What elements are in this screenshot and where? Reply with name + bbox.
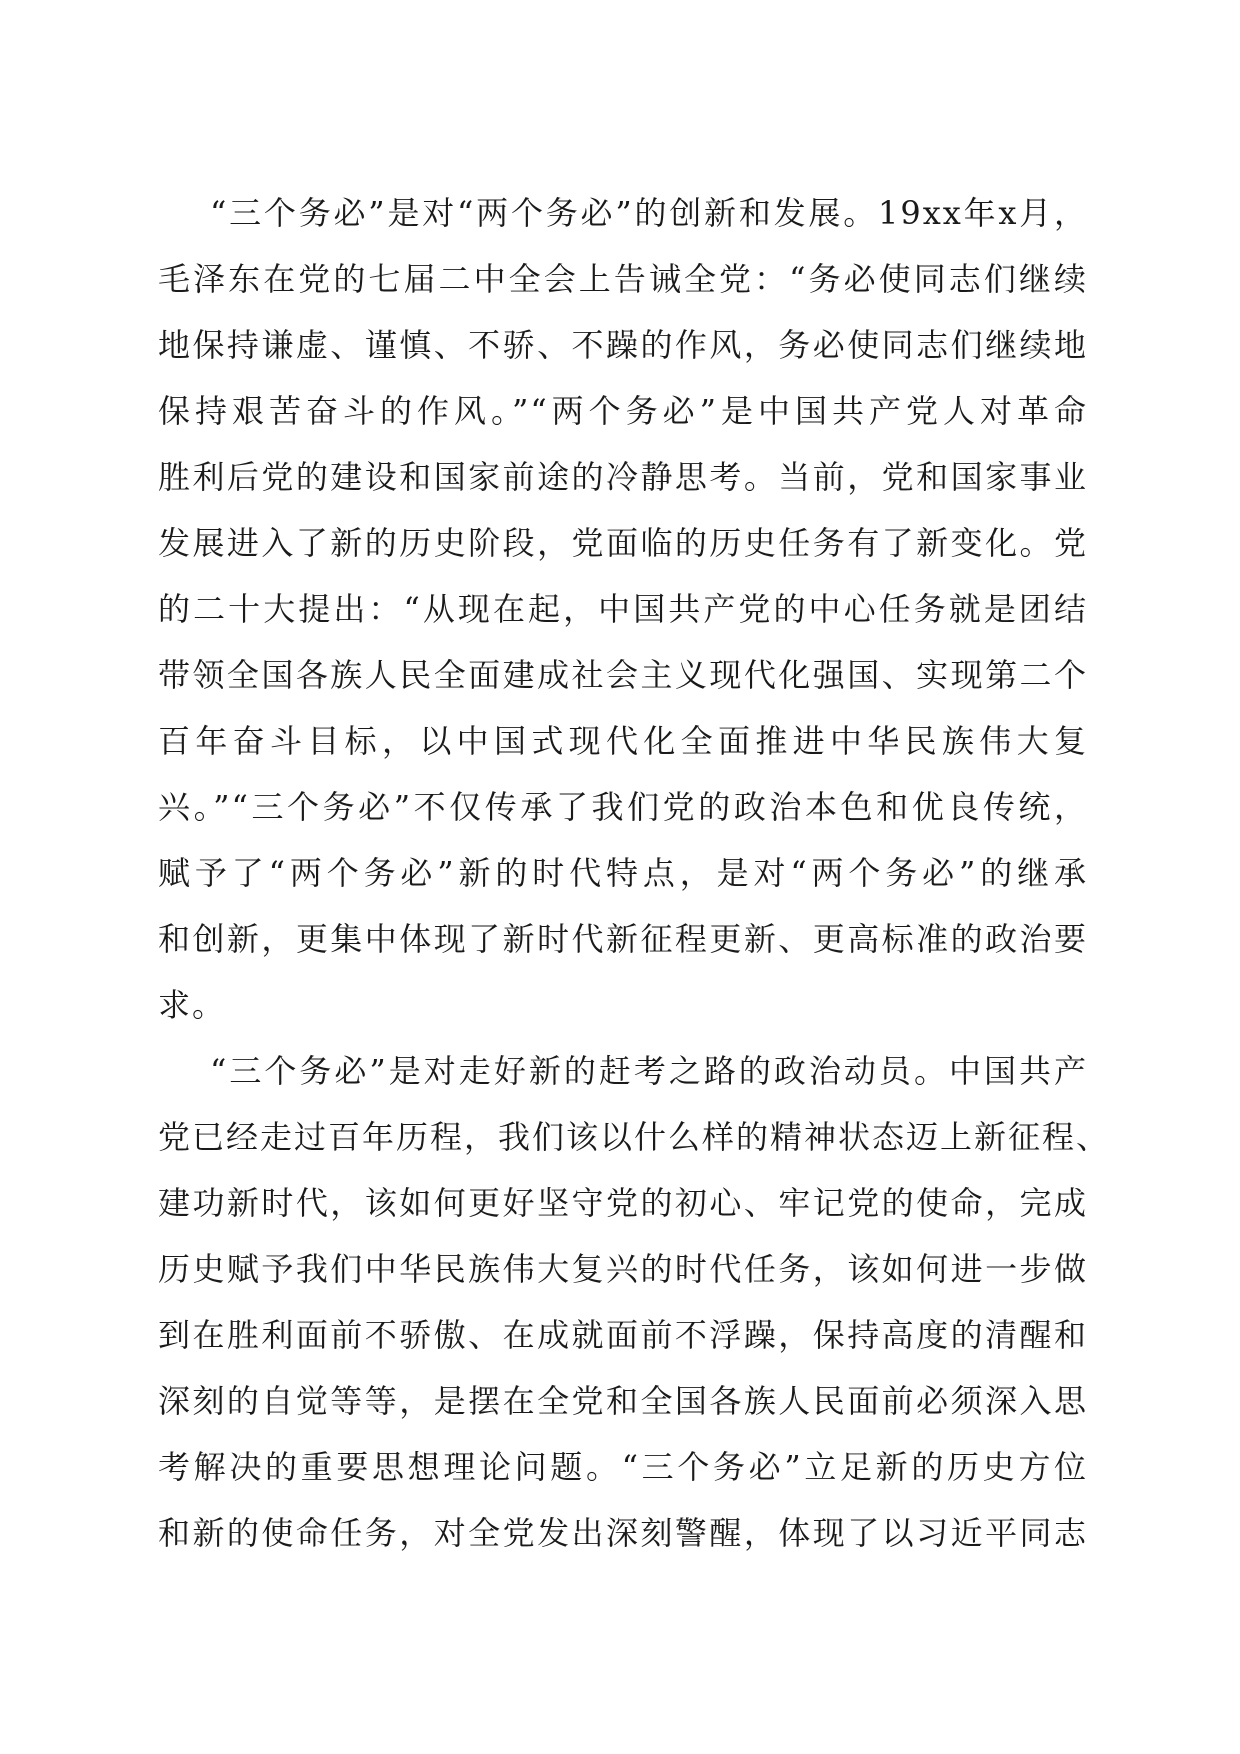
text-line: 求。: [158, 986, 227, 1024]
text-line: 的二十大提出：“从现在起，中国共产党的中心任务就是团结: [158, 590, 1088, 628]
text-line: 建功新时代，该如何更好坚守党的初心、牢记党的使命，完成: [158, 1184, 1088, 1222]
text-line: 毛泽东在党的七届二中全会上告诫全党：“务必使同志们继续: [158, 260, 1088, 298]
paragraph-2: [158, 1038, 1111, 1566]
text-line: 发展进入了新的历史阶段，党面临的历史任务有了新变化。党: [158, 524, 1088, 562]
text-line: 和新的使命任务，对全党发出深刻警醒，体现了以习近平同志: [158, 1514, 1088, 1552]
text-line: 深刻的自觉等等，是摆在全党和全国各族人民面前必须深入思: [158, 1382, 1088, 1420]
text-line: 胜利后党的建设和国家前途的冷静思考。当前，党和国家事业: [158, 458, 1088, 496]
text-line: 兴。”“三个务必”不仅传承了我们党的政治本色和优良传统，: [158, 788, 1088, 826]
text-line: “三个务必”是对“两个务必”的创新和发展。19xx年x月，: [210, 194, 1088, 232]
text-line: 带领全国各族人民全面建成社会主义现代化强国、实现第二个: [158, 656, 1088, 694]
paragraph-1: [158, 180, 1088, 1038]
text-line: “三个务必”是对走好新的赶考之路的政治动员。中国共产: [210, 1052, 1088, 1090]
text-line: 地保持谦虚、谨慎、不骄、不躁的作风，务必使同志们继续地: [158, 326, 1088, 364]
document-body: [158, 180, 1111, 1566]
text-line: 到在胜利面前不骄傲、在成就面前不浮躁，保持高度的清醒和: [158, 1316, 1088, 1354]
text-line: 保持艰苦奋斗的作风。”“两个务必”是中国共产党人对革命: [158, 392, 1088, 430]
text-line: 党已经走过百年历程，我们该以什么样的精神状态迈上新征程、: [158, 1118, 1111, 1156]
text-line: 百年奋斗目标，以中国式现代化全面推进中华民族伟大复: [158, 722, 1088, 760]
text-line: 考解决的重要思想理论问题。“三个务必”立足新的历史方位: [158, 1448, 1088, 1486]
text-line: 历史赋予我们中华民族伟大复兴的时代任务，该如何进一步做: [158, 1250, 1088, 1288]
text-line: 和创新，更集中体现了新时代新征程更新、更高标准的政治要: [158, 920, 1088, 958]
text-line: 赋予了“两个务必”新的时代特点，是对“两个务必”的继承: [158, 854, 1088, 892]
